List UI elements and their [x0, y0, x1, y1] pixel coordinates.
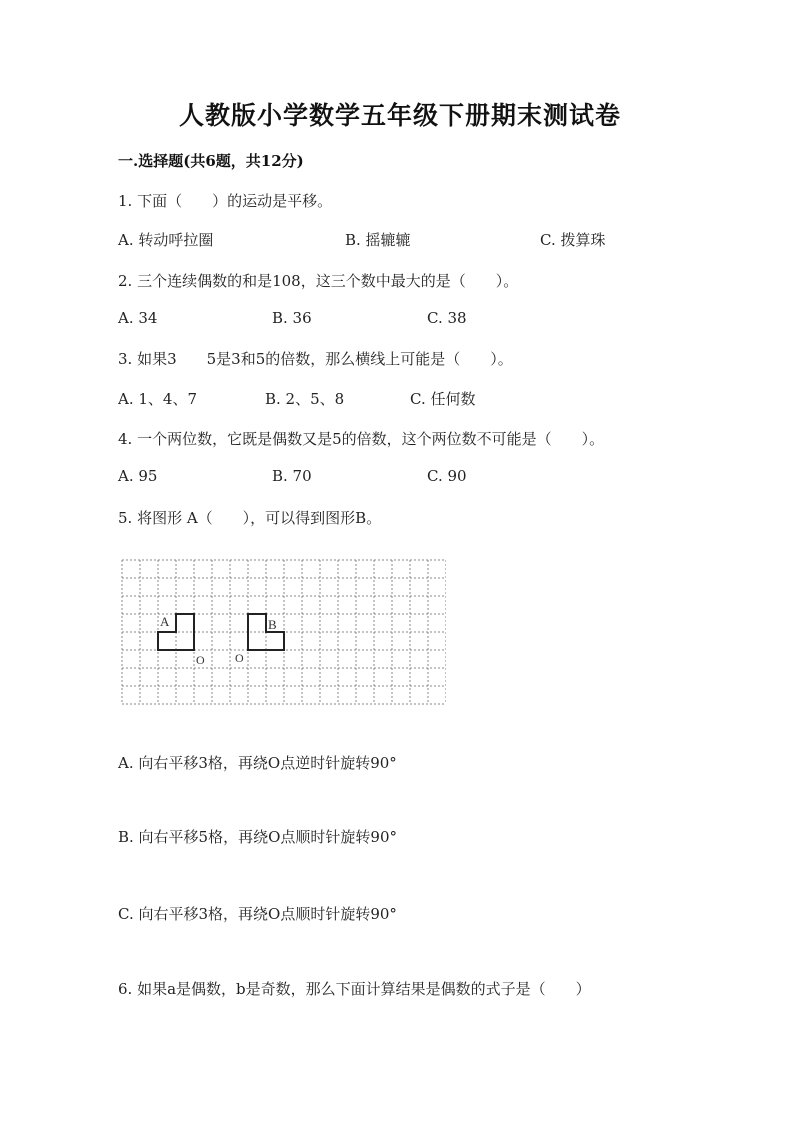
question-5-option-a[interactable]: A. 向右平移3格，再绕O点逆时针旋转90°: [118, 754, 397, 772]
question-2-option-c[interactable]: C. 38: [427, 309, 467, 327]
question-5-option-c[interactable]: C. 向右平移3格，再绕O点顺时针旋转90°: [118, 905, 397, 923]
page-title: 人教版小学数学五年级下册期末测试卷: [178, 101, 621, 130]
question-1: 1. 下面（ ）的运动是平移。: [118, 192, 333, 210]
grid-figure: [120, 558, 446, 708]
question-4: 4. 一个两位数，它既是偶数又是5的倍数，这个两位数不可能是（ ）。: [118, 430, 605, 448]
question-5: 5. 将图形 A（ ），可以得到图形B。: [118, 509, 382, 527]
question-2: 2. 三个连续偶数的和是108，这三个数中最大的是（ ）。: [118, 272, 519, 290]
question-3: 3. 如果3 5是3和5的倍数，那么横线上可能是（ ）。: [118, 350, 513, 368]
question-1-option-b[interactable]: B. 摇辘辘: [345, 231, 411, 249]
label-o-1: O: [196, 653, 205, 667]
question-5-option-b[interactable]: B. 向右平移5格，再绕O点顺时针旋转90°: [118, 828, 397, 846]
question-4-option-b[interactable]: B. 70: [272, 467, 312, 485]
question-6: 6. 如果a是偶数，b是奇数，那么下面计算结果是偶数的式子是（ ）: [118, 980, 591, 998]
question-3-option-b[interactable]: B. 2、5、8: [265, 390, 345, 408]
question-4-option-a[interactable]: A. 95: [118, 467, 158, 485]
label-b: B: [268, 617, 277, 632]
question-2-option-b[interactable]: B. 36: [272, 309, 312, 327]
question-4-option-c[interactable]: C. 90: [427, 467, 467, 485]
question-1-option-a[interactable]: A. 转动呼拉圈: [118, 231, 214, 249]
section-heading: 一.选择题(共6题，共12分): [118, 152, 304, 170]
label-o-2: O: [235, 651, 244, 665]
question-2-option-a[interactable]: A. 34: [118, 309, 158, 327]
label-a: A: [160, 614, 170, 629]
question-3-option-a[interactable]: A. 1、4、7: [118, 390, 197, 408]
question-3-option-c[interactable]: C. 任何数: [410, 390, 476, 408]
question-1-option-c[interactable]: C. 拨算珠: [540, 231, 606, 249]
